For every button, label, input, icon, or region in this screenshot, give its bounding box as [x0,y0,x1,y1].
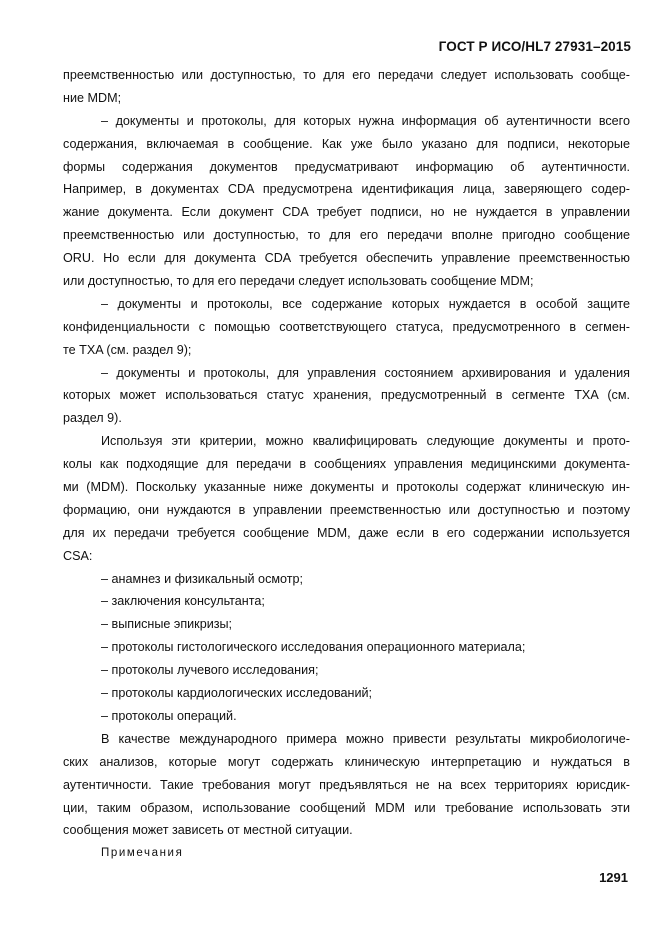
page-number: 1291 [599,870,628,885]
text-line: формы содержания документов предусматривают информацию об аутентичности. [63,159,630,174]
text-line: раздел 9). [63,411,122,426]
text-line: ских анализов, которые могут содержать клиническую интерпретацию и нуждаться в [63,754,630,769]
text-line: аутентичности. Такие требования могут предъявляться не на всех территориях юрисдик- [63,777,630,792]
list-item: – выписные эпикризы; [101,617,233,632]
text-line: конфиденциальности с помощью соответствующего статуса, предусмотренного в сегмен- [63,319,630,334]
note-label: Примечания [101,847,184,860]
list-item: – протоколы гистологического исследования операционного материала; [101,640,526,655]
text-line: В качестве международного примера можно привести результаты микробиологиче- [101,731,630,746]
text-line: те TXA (см. раздел 9); [63,342,192,357]
text-line: ORU. Но если для документа CDA требуется обеспечить управление преемственностью [63,251,630,266]
text-line: сообщения может зависеть от местной ситуации. [63,823,353,838]
list-item: – протоколы лучевого исследования; [101,663,319,678]
text-line: которых может использоваться статус хранения, предусмотренный в сегменте TXA (см. [63,388,630,403]
text-line: ции, таким образом, использование сообщений MDM или требование использовать эти [63,800,630,815]
text-line: колы как подходящие для передачи в сообщениях управления медицинскими документа- [63,457,630,472]
text-line: CSA: [63,548,93,563]
text-line: формацию, они нуждаются в управлении преемственностью или доступностью и поэтому [63,502,630,517]
text-line: – документы и протоколы, для которых нужна информация об аутентичности всего [101,113,630,128]
list-item: – протоколы кардиологических исследований; [101,686,373,701]
text-line: преемственностью или доступностью, то для его передачи вполне пригодно сообщение [63,228,630,243]
text-line: – документы и протоколы, для управления состоянием архивирования и удаления [101,365,630,380]
list-item: – протоколы операций. [101,708,237,723]
text-line: содержания, включаемая в сообщение. Как уже было указано для подписи, некоторые [63,136,630,151]
text-line: Используя эти критерии, можно квалифицировать следующие документы и прото- [101,434,630,449]
text-line: или доступностью, то для его передачи следует использовать сообщение MDM; [63,274,534,289]
text-line: Например, в документах CDA предусмотрена идентификация лица, заверяющего содер- [63,182,630,197]
list-item: – заключения консультанта; [101,594,265,609]
text-line: жание документа. Если документ CDA требует подписи, но не нуждается в управлении [63,205,630,220]
standard-header: ГОСТ Р ИСО/HL7 27931–2015 [438,39,631,54]
text-line: ние MDM; [63,90,122,105]
body-text [63,64,630,865]
text-line: преемственностью или доступностью, то для его передачи следует использовать сообще- [63,68,630,82]
list-item: – анамнез и физикальный осмотр; [101,571,304,586]
text-line: – документы и протоколы, все содержание которых нуждается в особой защите [101,296,630,311]
text-line: ми (MDM). Поскольку указанные ниже документы и протоколы содержат клиническую ин- [63,480,630,495]
text-line: для их передачи требуется сообщение MDM, даже если в его содержании используется [63,525,630,540]
